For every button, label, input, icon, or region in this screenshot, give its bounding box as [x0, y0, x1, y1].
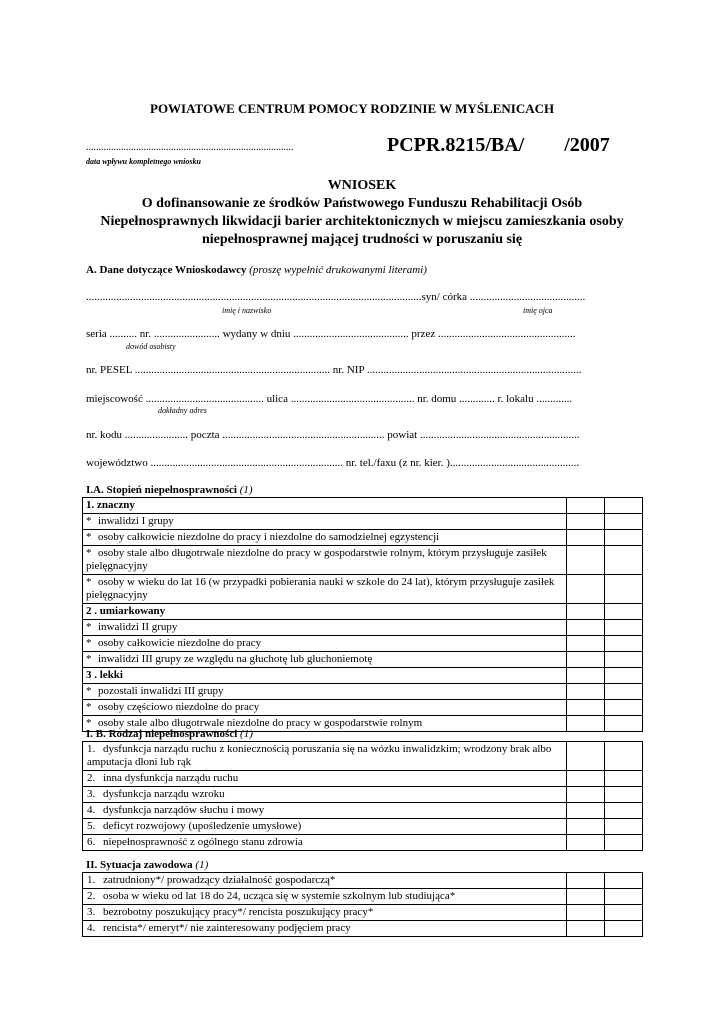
type-check-cell[interactable] [605, 835, 643, 851]
type-row-label [83, 787, 567, 803]
name-father-field[interactable]: ..........................................................................................................................syn/ córka .......................................... [86, 291, 586, 303]
degree-check-cell[interactable] [605, 716, 643, 732]
institution-name: POWIATOWE CENTRUM POMOCY RODZINIE W MYŚLENICACH [150, 101, 555, 116]
degree-row-label [83, 668, 567, 684]
degree-check-cell[interactable] [605, 530, 643, 546]
type-item-text: deficyt rozwojowy (upośledzenie umysłowe) [103, 820, 302, 832]
employment-row [83, 905, 643, 921]
degree-row [83, 514, 643, 530]
degree-check-cell[interactable] [567, 668, 605, 684]
postal-field[interactable]: nr. kodu ....................... poczta ........................................................... powiat .......................................................... [86, 429, 580, 441]
form-subtitle-line1: O dofinansowanie ze środków Państwowego Funduszu Rehabilitacji Osób [141, 196, 583, 211]
degree-row-label [83, 652, 567, 668]
degree-row-label [83, 636, 567, 652]
form-subtitle-line3: niepełnosprawnej mającej trudności w poruszaniu się [201, 232, 523, 247]
degree-row-label [83, 604, 567, 620]
degree-check-cell[interactable] [605, 498, 643, 514]
type-item-text: inna dysfunkcja narządu ruchu [103, 772, 239, 784]
degree-check-cell[interactable] [567, 530, 605, 546]
bullet-marker: * [86, 576, 92, 588]
section-ii-note: (1) [195, 859, 209, 871]
type-row [83, 771, 643, 787]
degree-row [83, 530, 643, 546]
type-check-cell[interactable] [605, 771, 643, 787]
bullet-marker: * [86, 717, 92, 729]
item-number: 1. [87, 874, 96, 886]
employment-item-text: zatrudniony*/ prowadzący działalność gospodarczą* [103, 874, 336, 886]
case-number: PCPR.8215/BA/ /2007 [387, 134, 610, 156]
degree-check-cell[interactable] [605, 700, 643, 716]
employment-row-label [83, 905, 567, 921]
degree-check-cell[interactable] [567, 514, 605, 530]
section-ia-note: (1) [239, 484, 253, 496]
degree-check-cell[interactable] [567, 604, 605, 620]
employment-check-cell[interactable] [567, 889, 605, 905]
item-number: 2. [87, 772, 96, 784]
type-item-text: dysfunkcja narządów słuchu i mowy [103, 804, 265, 816]
degree-check-cell[interactable] [567, 652, 605, 668]
type-check-cell[interactable] [605, 787, 643, 803]
employment-item-text: bezrobotny poszukujący pracy*/ rencista poszukujący pracy* [103, 906, 374, 918]
employment-table [82, 872, 643, 937]
type-row-label [83, 771, 567, 787]
employment-item-text: rencista*/ emeryt*/ nie zainteresowany podjęciem pracy [103, 922, 351, 934]
degree-check-cell[interactable] [567, 684, 605, 700]
degree-item-text: osoby całkowicie niezdolne do pracy i niezdolne do samodzielnej egzystencji [98, 531, 440, 543]
type-row-label [83, 742, 567, 771]
type-check-cell[interactable] [567, 742, 605, 771]
degree-group-heading: 3 . lekki [86, 669, 123, 681]
employment-check-cell[interactable] [567, 905, 605, 921]
disability-type-table [82, 741, 643, 851]
pesel-nip-field[interactable]: nr. PESEL ....................................................................... nr. NIP .............................................................................. [86, 364, 582, 376]
type-row-label [83, 819, 567, 835]
bullet-marker: * [86, 515, 92, 527]
degree-row-label [83, 498, 567, 514]
section-ib-heading: I. B. Rodzaj niepełnosprawności [86, 728, 238, 740]
father-name-caption: imię ojca [523, 306, 553, 315]
type-check-cell[interactable] [567, 803, 605, 819]
section-ib-title [86, 728, 253, 740]
type-row-label [83, 803, 567, 819]
degree-item-text: pozostali inwalidzi III grupy [98, 685, 224, 697]
section-ia-heading: I.A. Stopień niepełnosprawności [86, 484, 237, 496]
degree-check-cell[interactable] [567, 716, 605, 732]
degree-row [83, 604, 643, 620]
type-check-cell[interactable] [567, 835, 605, 851]
employment-check-cell[interactable] [605, 905, 643, 921]
id-document-caption: dowód osobisty [126, 342, 176, 351]
type-item-text: niepełnosprawność z ogólnego stanu zdrowia [103, 836, 303, 848]
item-number: 6. [87, 836, 96, 848]
degree-check-cell[interactable] [567, 700, 605, 716]
degree-row [83, 668, 643, 684]
type-row [83, 742, 643, 771]
degree-item-text: osoby częściowo niezdolne do pracy [98, 701, 260, 713]
type-check-cell[interactable] [567, 771, 605, 787]
item-number: 1. [87, 743, 96, 755]
degree-check-cell[interactable] [605, 652, 643, 668]
bullet-marker: * [86, 653, 92, 665]
section-a-title [86, 264, 427, 276]
type-row-label [83, 835, 567, 851]
degree-item-text: osoby w wieku do lat 16 (w przypadki pobierania nauki w szkole do 24 lat), którym przysługuje zasiłek pielęgnacyjny [86, 576, 555, 601]
employment-item-text: osoba w wieku od lat 18 do 24, ucząca się w systemie szkolnym lub studiująca* [103, 890, 456, 902]
type-item-text: dysfunkcja narządu wzroku [103, 788, 225, 800]
item-number: 4. [87, 804, 96, 816]
bullet-marker: * [86, 621, 92, 633]
bullet-marker: * [86, 531, 92, 543]
degree-row-label [83, 700, 567, 716]
item-number: 3. [87, 906, 96, 918]
degree-item-text: inwalidzi III grupy ze względu na głuchotę lub głuchoniemotę [98, 653, 373, 665]
degree-item-text: inwalidzi II grupy [98, 621, 178, 633]
address-caption: dokładny adres [158, 406, 207, 415]
employment-row-label [83, 921, 567, 937]
degree-check-cell[interactable] [567, 498, 605, 514]
employment-check-cell[interactable] [605, 921, 643, 937]
degree-check-cell[interactable] [567, 575, 605, 604]
employment-row-label [83, 873, 567, 889]
employment-row [83, 921, 643, 937]
address-field[interactable]: miejscowość ........................................... ulica ............................................. nr. domu ............. r. lokalu ............. [86, 393, 573, 405]
degree-row-label [83, 620, 567, 636]
bullet-marker: * [86, 637, 92, 649]
degree-check-cell[interactable] [567, 636, 605, 652]
employment-row [83, 889, 643, 905]
section-a-note: (proszę wypełnić drukowanymi literami) [249, 264, 427, 276]
disability-degree-table [82, 497, 643, 732]
section-ib-note: (1) [240, 728, 253, 740]
type-check-cell[interactable] [605, 819, 643, 835]
degree-row-label [83, 684, 567, 700]
degree-row [83, 498, 643, 514]
degree-row-label [83, 530, 567, 546]
degree-check-cell[interactable] [605, 668, 643, 684]
date-received-field[interactable]: ................................................................................... [86, 142, 294, 153]
degree-row [83, 700, 643, 716]
form-title: WNIOSEK [327, 178, 397, 193]
type-check-cell[interactable] [605, 803, 643, 819]
type-row [83, 819, 643, 835]
bullet-marker: * [86, 547, 92, 559]
degree-check-cell[interactable] [567, 620, 605, 636]
employment-check-cell[interactable] [605, 873, 643, 889]
employment-row-label [83, 889, 567, 905]
type-check-cell[interactable] [567, 787, 605, 803]
date-received-caption: data wpływu kompletnego wniosku [86, 157, 201, 166]
degree-item-text: osoby stale albo długotrwale niezdolne do pracy w gospodarstwie rolnym [98, 717, 423, 729]
type-item-text: dysfunkcja narządu ruchu z koniecznością poruszania się na wózku inwalidzkim; wrodzony brak albo amputacja dłoni lub rąk [87, 743, 552, 768]
degree-row [83, 620, 643, 636]
degree-item-text: osoby całkowicie niezdolne do pracy [98, 637, 262, 649]
degree-row [83, 684, 643, 700]
degree-check-cell[interactable] [567, 546, 605, 575]
degree-row-label [83, 514, 567, 530]
section-ii-title [86, 859, 208, 871]
section-ii-heading: II. Sytuacja zawodowa [86, 859, 193, 871]
degree-check-cell[interactable] [605, 620, 643, 636]
degree-check-cell[interactable] [605, 636, 643, 652]
degree-row [83, 636, 643, 652]
type-check-cell[interactable] [567, 819, 605, 835]
degree-check-cell[interactable] [605, 684, 643, 700]
degree-group-heading: 1. znaczny [86, 499, 135, 511]
degree-row-label [83, 575, 567, 604]
id-document-field[interactable]: seria .......... nr. ........................ wydany w dniu .......................................... przez .................................................. [86, 328, 576, 340]
bullet-marker: * [86, 701, 92, 713]
type-row [83, 835, 643, 851]
employment-check-cell[interactable] [567, 921, 605, 937]
degree-group-heading: 2 . umiarkowany [86, 605, 166, 617]
type-row [83, 803, 643, 819]
item-number: 4. [87, 922, 96, 934]
degree-row [83, 546, 643, 575]
item-number: 3. [87, 788, 96, 800]
employment-row [83, 873, 643, 889]
employment-check-cell[interactable] [605, 889, 643, 905]
section-ia-title [86, 484, 253, 496]
item-number: 5. [87, 820, 96, 832]
degree-check-cell[interactable] [605, 604, 643, 620]
degree-check-cell[interactable] [605, 575, 643, 604]
employment-check-cell[interactable] [567, 873, 605, 889]
degree-item-text: inwalidzi I grupy [98, 515, 174, 527]
section-a-heading: A. Dane dotyczące Wnioskodawcy [86, 264, 247, 276]
form-subtitle-line2: Niepełnosprawnych likwidacji barier architektonicznych w miejscu zamieszkania osoby [100, 214, 624, 229]
degree-check-cell[interactable] [605, 514, 643, 530]
type-check-cell[interactable] [605, 742, 643, 771]
item-number: 2. [87, 890, 96, 902]
degree-row [83, 575, 643, 604]
bullet-marker: * [86, 685, 92, 697]
degree-check-cell[interactable] [605, 546, 643, 575]
degree-item-text: osoby stale albo długotrwale niezdolne do pracy w gospodarstwie rolnym, którym przysługuje zasiłek pielęgnacyjny [86, 547, 547, 572]
degree-row [83, 652, 643, 668]
type-row [83, 787, 643, 803]
degree-row-label [83, 546, 567, 575]
voivodeship-phone-field[interactable]: województwo ...................................................................... nr. tel./faxu (z nr. kier. )............................................... [86, 457, 580, 469]
form-heading [60, 177, 664, 249]
name-caption: imię i nazwisko [222, 306, 272, 315]
